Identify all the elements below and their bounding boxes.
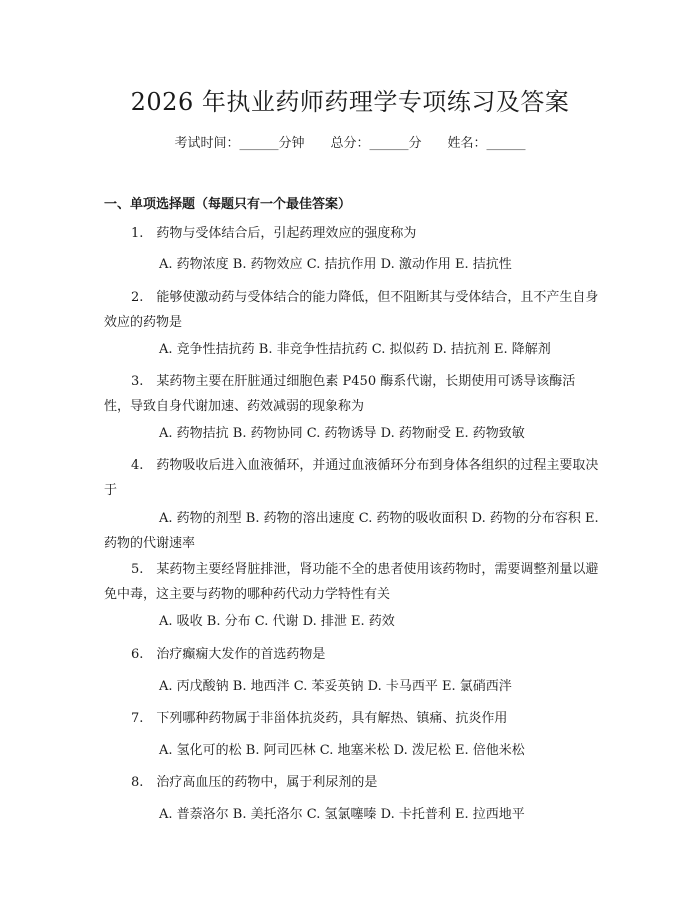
question-7-options: A. 氢化可的松 B. 阿司匹林 C. 地塞米松 D. 泼尼松 E. 倍他米松 <box>159 743 525 758</box>
name-label: 姓名： <box>447 136 487 151</box>
question-6-text: 6. 治疗癫痫大发作的首选药物是 <box>131 647 326 662</box>
question-4-text: 4. 药物吸收后进入血液循环，并通过血液循环分布到身体各组织的过程主要取决于 <box>104 458 599 498</box>
question-5-text: 5. 某药物主要经肾脏排泄，肾功能不全的患者使用该药物时，需要调整剂量以避免中毒，这主要与药物的哪种药代动力学特性有关 <box>104 562 599 602</box>
name-blank: ______ <box>486 136 526 151</box>
question-2-text: 2. 能够使激动药与受体结合的能力降低，但不阻断其与受体结合，且不产生自身效应的药物是 <box>104 290 599 330</box>
question-1-text: 1. 药物与受体结合后，引起药理效应的强度称为 <box>131 226 417 241</box>
time-unit: 分钟 <box>278 136 305 151</box>
score-label: 总分： <box>330 136 370 151</box>
exam-meta-line <box>0 132 700 151</box>
question-3-text: 3. 某药物主要在肝脏通过细胞色素 P450 酶系代谢，长期使用可诱导该酶活性，导致自身代谢加速、药效减弱的现象称为 <box>104 374 576 414</box>
question-5-options: A. 吸收 B. 分布 C. 代谢 D. 排泄 E. 药效 <box>159 614 395 629</box>
question-7-text: 7. 下列哪种药物属于非甾体抗炎药，具有解热、镇痛、抗炎作用 <box>131 711 508 726</box>
time-blank: ______ <box>239 136 279 151</box>
question-4-options: A. 药物的剂型 B. 药物的溶出速度 C. 药物的吸收面积 D. 药物的分布容积 E. 药物的代谢速率 <box>104 511 599 551</box>
question-6-options: A. 丙戊酸钠 B. 地西泮 C. 苯妥英钠 D. 卡马西平 E. 氯硝西泮 <box>159 679 512 694</box>
score-unit: 分 <box>408 136 422 151</box>
document-title: 2026 年执业药师药理学专项练习及答案 <box>130 88 570 116</box>
score-blank: ______ <box>369 136 409 151</box>
question-3-options: A. 药物拮抗 B. 药物协同 C. 药物诱导 D. 药物耐受 E. 药物致敏 <box>159 426 525 441</box>
question-8-options: A. 普萘洛尔 B. 美托洛尔 C. 氢氯噻嗪 D. 卡托普利 E. 拉西地平 <box>159 807 525 822</box>
section-heading: 一、单项选择题（每题只有一个最佳答案） <box>104 197 352 212</box>
time-label: 考试时间： <box>174 136 240 151</box>
question-1-options: A. 药物浓度 B. 药物效应 C. 拮抗作用 D. 激动作用 E. 拮抗性 <box>159 257 512 272</box>
question-2-options: A. 竞争性拮抗药 B. 非竞争性拮抗药 C. 拟似药 D. 拮抗剂 E. 降解剂 <box>159 342 551 357</box>
question-8-text: 8. 治疗高血压的药物中，属于利尿剂的是 <box>131 775 378 790</box>
